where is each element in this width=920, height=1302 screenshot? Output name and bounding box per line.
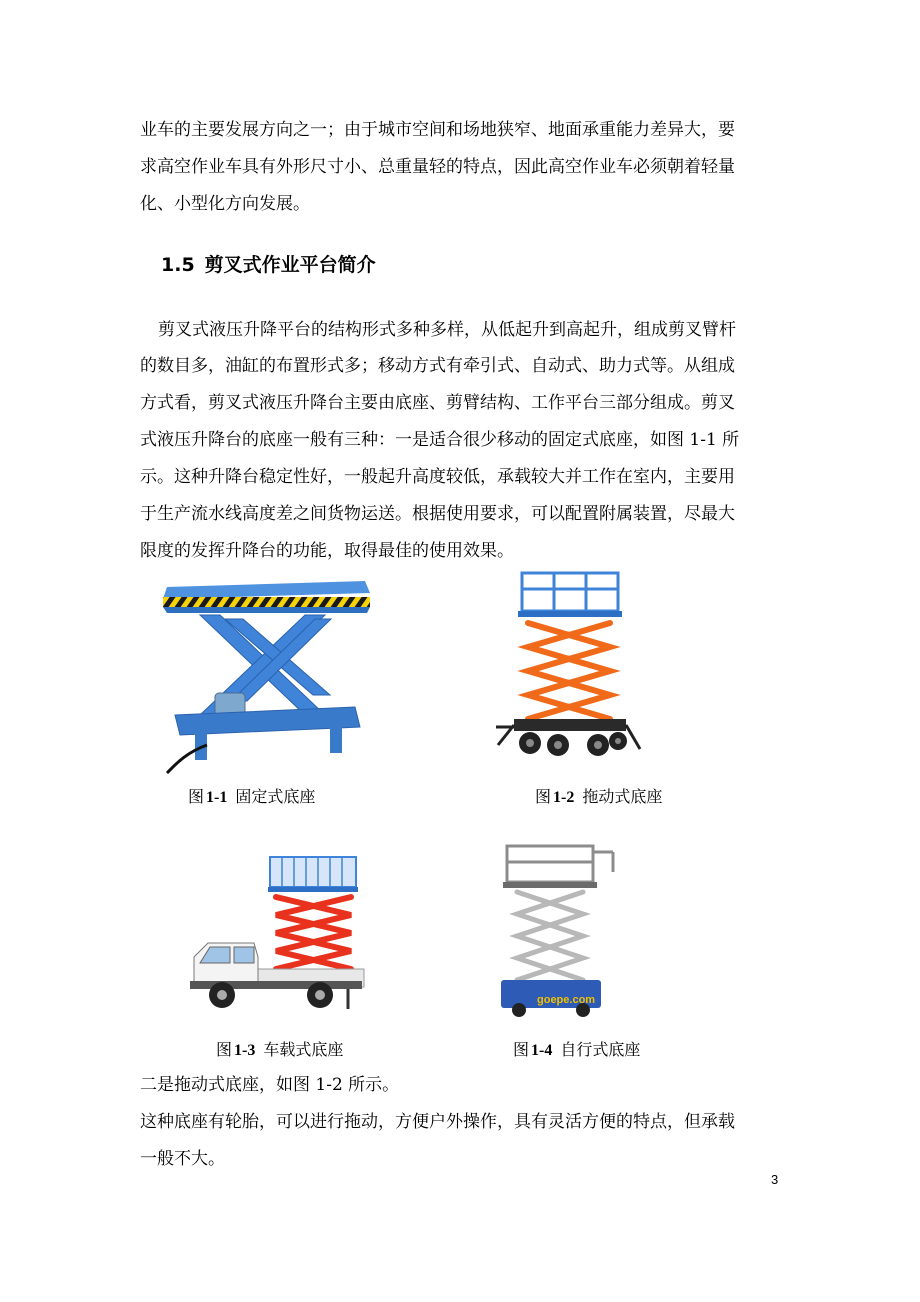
section-title: 剪叉式作业平台简介 <box>204 254 376 276</box>
text-line: 于生产流水线高度差之间货物运送。根据使用要求，可以配置附属装置，尽最大 <box>140 504 735 524</box>
caption-prefix: 图 <box>188 787 205 806</box>
caption-prefix: 图 <box>535 787 552 806</box>
figure-caption <box>535 785 662 810</box>
caption-text: 车载式底座 <box>263 1040 344 1059</box>
figure-caption <box>188 785 315 810</box>
watermark-logo: goepe.com <box>537 994 596 1006</box>
figure-fixed-base-lift-image <box>155 575 375 775</box>
text-line: 示。这种升降台稳定性好，一般起升高度较低，承载较大并工作在室内，主要用 <box>140 467 735 487</box>
caption-prefix: 图 <box>216 1040 233 1059</box>
text-line: 二是拖动式底座，如图 1-2 所示。 <box>140 1075 400 1095</box>
figure-self-propelled-lift-image <box>497 840 617 1020</box>
figure-caption <box>513 1038 640 1063</box>
text-line: 业车的主要发展方向之一；由于城市空间和场地狭窄、地面承重能力差异大，要 <box>140 120 735 140</box>
text-line: 一般不大。 <box>140 1149 225 1169</box>
text-line: 限度的发挥升降台的功能，取得最佳的使用效果。 <box>140 541 514 561</box>
text-line: 求高空作业车具有外形尺寸小、总重量轻的特点，因此高空作业车必须朝着轻量 <box>140 157 735 177</box>
caption-text: 自行式底座 <box>560 1040 641 1059</box>
caption-number: 1-4 <box>531 1042 553 1059</box>
section-heading <box>161 251 376 279</box>
text-line: 这种底座有轮胎，可以进行拖动，方便户外操作，具有灵活方便的特点，但承载 <box>140 1112 735 1132</box>
caption-number: 1-3 <box>234 1042 256 1059</box>
text-line: 的数目多，油缸的布置形式多；移动方式有牵引式、自动式、助力式等。从组成 <box>140 356 735 376</box>
text-line: 化、小型化方向发展。 <box>140 194 310 214</box>
page-number: 3 <box>771 1172 779 1187</box>
text-line: 剪叉式液压升降平台的结构形式多种多样，从低起升到高起升，组成剪叉臂杆 <box>158 320 736 340</box>
caption-prefix: 图 <box>513 1040 530 1059</box>
text-line: 方式看，剪叉式液压升降台主要由底座、剪臂结构、工作平台三部分组成。剪叉 <box>140 393 735 413</box>
caption-number: 1-2 <box>553 789 575 806</box>
figure-caption <box>216 1038 343 1063</box>
section-number: 1.5 <box>161 254 195 276</box>
text-line: 式液压升降台的底座一般有三种：一是适合很少移动的固定式底座，如图 1-1 所 <box>140 430 740 450</box>
figure-truck-mounted-lift-image <box>186 853 366 1015</box>
caption-text: 拖动式底座 <box>582 787 663 806</box>
caption-text: 固定式底座 <box>235 787 316 806</box>
figure-towed-lift-image <box>494 567 644 767</box>
caption-number: 1-1 <box>206 789 228 806</box>
